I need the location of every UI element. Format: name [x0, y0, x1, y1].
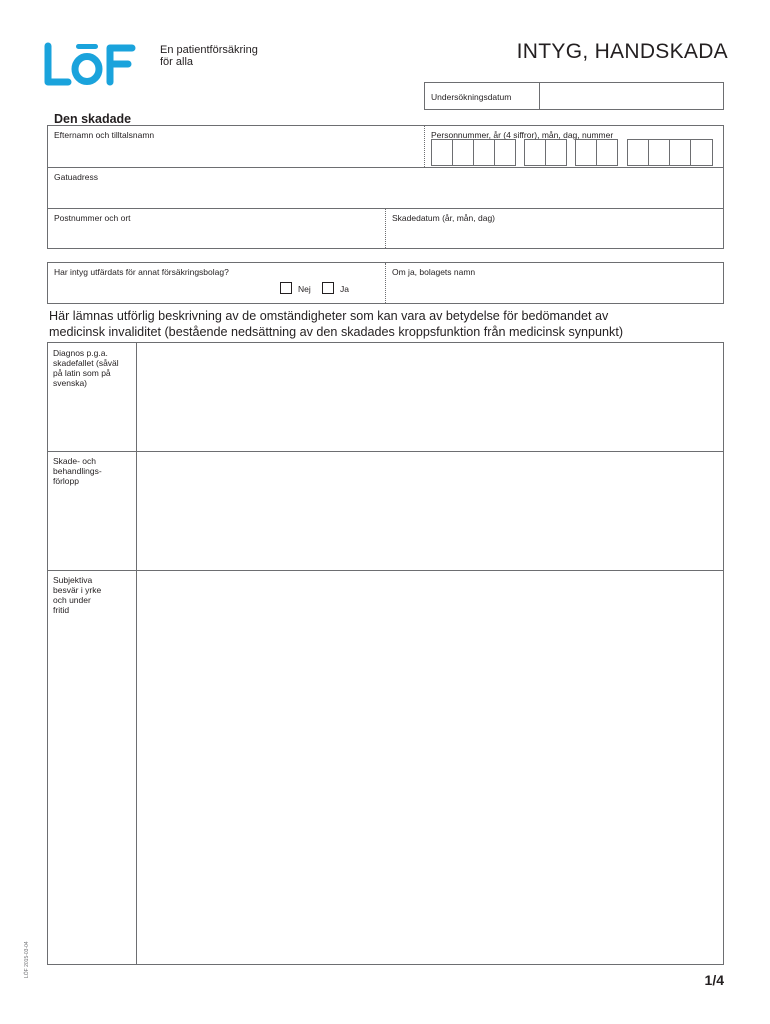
personnummer-digit[interactable]	[648, 139, 670, 166]
personnummer-digit[interactable]	[431, 139, 453, 166]
yes-label: Ja	[340, 284, 349, 294]
personnummer-digit[interactable]	[596, 139, 618, 166]
tagline-line-1: En patientförsäkring	[160, 44, 258, 56]
injury-date-field[interactable]	[386, 209, 723, 248]
injury-date-label: Skadedatum (år, mån, dag)	[392, 213, 496, 223]
postal-field[interactable]	[48, 209, 385, 248]
injured-block	[47, 125, 724, 249]
description-line-2: medicinsk invaliditet (bestående nedsättning av den skadades kroppsfunktion från medicinsk synpunkt)	[49, 325, 624, 339]
lof-logo-icon	[44, 42, 136, 86]
insurance-block	[47, 262, 724, 304]
course-field[interactable]	[137, 452, 723, 570]
complaints-label-line: Subjektiva	[53, 575, 93, 585]
section-title-injured: Den skadade	[54, 112, 132, 126]
course-label-line: Skade- och	[53, 456, 96, 466]
street-field[interactable]	[48, 168, 723, 208]
course-label-line: behandlings-	[53, 466, 102, 476]
course-label	[53, 456, 133, 486]
course-label-line: förlopp	[53, 476, 79, 486]
description-line-1: Här lämnas utförlig beskrivning av de omständigheter som kan vara av betydelse för bedömandet av	[49, 309, 609, 323]
name-label: Efternamn och tilltalsnamn	[54, 130, 155, 140]
personnummer-digit[interactable]	[627, 139, 649, 166]
yes-checkbox[interactable]	[322, 282, 334, 294]
diagnosis-label	[53, 348, 133, 388]
personnummer-digit[interactable]	[669, 139, 691, 166]
personnummer-digit[interactable]	[473, 139, 495, 166]
exam-date-label: Undersökningsdatum	[431, 92, 512, 102]
complaints-field[interactable]	[137, 571, 723, 964]
medical-table	[47, 342, 724, 965]
name-pn-divider	[424, 126, 425, 167]
description-text	[49, 308, 739, 340]
company-field[interactable]	[386, 263, 723, 303]
complaints-label-line: besvär i yrke	[53, 585, 102, 595]
diagnosis-label-line: på latin som på	[53, 368, 111, 378]
personnummer-digit[interactable]	[452, 139, 474, 166]
no-label: Nej	[298, 284, 311, 294]
lof-logo	[44, 42, 136, 86]
personnummer-digit[interactable]	[575, 139, 597, 166]
company-label: Om ja, bolagets namn	[392, 267, 476, 277]
diagnosis-field[interactable]	[137, 343, 723, 451]
page-title: INTYG, HANDSKADA	[516, 40, 728, 63]
page-number: 1/4	[704, 972, 724, 988]
street-label: Gatuadress	[54, 172, 98, 182]
tagline	[160, 44, 300, 68]
personnummer-digit[interactable]	[545, 139, 567, 166]
complaints-label-line: och under	[53, 595, 91, 605]
exam-date-box	[424, 82, 724, 110]
personnummer-cells	[431, 139, 719, 167]
diagnosis-label-line: Diagnos p.g.a.	[53, 348, 108, 358]
name-field[interactable]	[48, 126, 424, 167]
personnummer-digit[interactable]	[690, 139, 713, 166]
tagline-line-2: för alla	[160, 56, 194, 68]
complaints-label-line: fritid	[53, 605, 70, 615]
postal-label: Postnummer och ort	[54, 213, 131, 223]
personnummer-digit[interactable]	[524, 139, 546, 166]
no-checkbox[interactable]	[280, 282, 292, 294]
form-code: LÖF 2015-03-04	[24, 941, 30, 978]
exam-date-field[interactable]	[540, 83, 723, 109]
insurance-question: Har intyg utfärdats för annat försäkringsbolag?	[54, 267, 229, 277]
diagnosis-label-line: svenska)	[53, 378, 88, 388]
personnummer-label: Personnummer, år (4 siffror), mån, dag, nummer	[431, 130, 614, 140]
personnummer-digit[interactable]	[494, 139, 516, 166]
diagnosis-label-line: skadefallet (såväl	[53, 358, 119, 368]
complaints-label	[53, 575, 133, 615]
